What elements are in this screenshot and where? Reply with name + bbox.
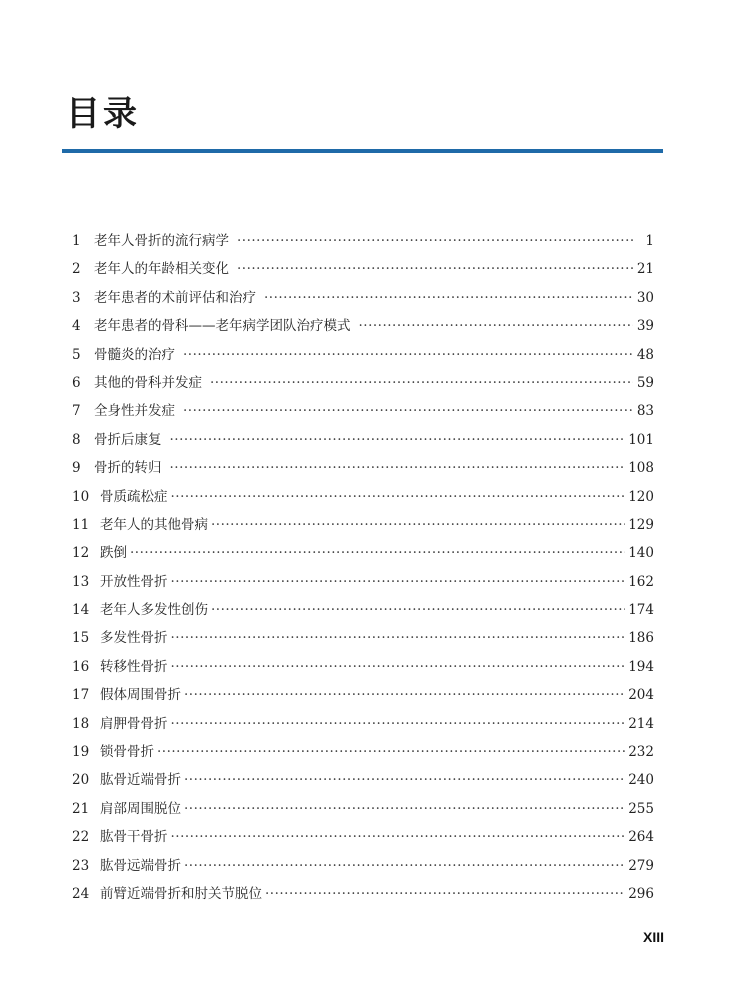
toc-page-number: 255 (628, 800, 654, 817)
toc-page-number: 59 (636, 374, 654, 391)
title-rule (62, 149, 663, 153)
toc-dot-leader (211, 602, 625, 618)
toc-entry[interactable] (72, 626, 654, 654)
toc-dot-leader (184, 687, 625, 703)
toc-entry[interactable] (72, 655, 654, 683)
toc-chapter-number: 17 (72, 687, 90, 704)
toc-dot-leader (183, 347, 633, 363)
toc-chapter-title: 多发性骨折 (100, 630, 168, 647)
toc-entry[interactable] (72, 485, 654, 513)
toc-chapter-title: 肩部周围脱位 (100, 800, 181, 817)
toc-chapter-number: 14 (72, 602, 90, 619)
toc-chapter-number: 2 (72, 261, 81, 278)
toc-page-number: 174 (628, 602, 654, 619)
toc-dot-leader (157, 744, 625, 760)
toc-page-number: 204 (628, 687, 654, 704)
toc-chapter-title: 锁骨骨折 (100, 744, 154, 761)
toc-chapter-number: 22 (72, 829, 90, 846)
toc-dot-leader (171, 489, 626, 505)
toc-chapter-title: 老年患者的骨科——老年病学团队治疗模式 (94, 318, 351, 335)
toc-chapter-number: 10 (72, 488, 90, 505)
toc-dot-leader (171, 630, 626, 646)
toc-page-number: 162 (628, 573, 654, 590)
toc-chapter-title: 骨折后康复 (94, 431, 162, 448)
toc-entry[interactable] (72, 882, 654, 910)
toc-chapter-title: 老年人的其他骨病 (100, 516, 208, 533)
toc-chapter-number: 3 (72, 289, 81, 306)
toc-entry[interactable] (72, 428, 654, 456)
toc-dot-leader (211, 517, 625, 533)
toc-dot-leader (265, 886, 625, 902)
toc-chapter-number: 24 (72, 885, 90, 902)
toc-page-number: 83 (636, 403, 654, 420)
toc-chapter-title: 肩胛骨骨折 (100, 715, 168, 732)
toc-chapter-number: 20 (72, 772, 90, 789)
toc-chapter-title: 老年人骨折的流行病学 (94, 233, 229, 249)
toc-chapter-number: 15 (72, 630, 90, 647)
toc-entry[interactable] (72, 768, 654, 796)
toc-entry[interactable] (72, 740, 654, 768)
toc-page-number: 1 (645, 233, 654, 249)
toc-dot-leader (184, 858, 625, 874)
toc-page-number: 186 (628, 630, 654, 647)
toc-chapter-number: 9 (72, 460, 81, 477)
toc-dot-leader (171, 574, 626, 590)
toc-dot-leader (171, 716, 626, 732)
toc-chapter-number: 21 (72, 800, 90, 817)
toc-chapter-title: 骨质疏松症 (100, 488, 168, 505)
toc-chapter-number: 1 (72, 233, 81, 249)
toc-page-number: 48 (636, 346, 654, 363)
toc-dot-leader (184, 801, 625, 817)
toc-chapter-number: 18 (72, 715, 90, 732)
toc-entry[interactable] (72, 399, 654, 427)
toc-entry[interactable] (72, 712, 654, 740)
toc-dot-leader (171, 659, 626, 675)
toc-entry[interactable] (72, 343, 654, 371)
toc-dot-leader (210, 375, 633, 391)
toc-chapter-title: 老年患者的术前评估和治疗 (94, 289, 256, 306)
toc-dot-leader (237, 261, 633, 277)
table-of-contents (72, 229, 654, 910)
toc-entry[interactable] (72, 286, 654, 314)
toc-chapter-title: 转移性骨折 (100, 658, 168, 675)
toc-chapter-title: 假体周围骨折 (100, 687, 181, 704)
toc-entry[interactable] (72, 683, 654, 711)
toc-page-number: 264 (628, 829, 654, 846)
toc-entry[interactable] (72, 854, 654, 882)
toc-dot-leader (264, 290, 633, 306)
toc-chapter-number: 13 (72, 573, 90, 590)
page-number: XIII (642, 929, 664, 945)
toc-dot-leader (170, 460, 626, 476)
toc-dot-leader (359, 318, 634, 334)
toc-entry[interactable] (72, 371, 654, 399)
toc-page-number: 140 (628, 545, 654, 562)
toc-chapter-number: 5 (72, 346, 81, 363)
toc-page-number: 194 (628, 658, 654, 675)
toc-entry[interactable] (72, 513, 654, 541)
toc-chapter-title: 肱骨近端骨折 (100, 772, 181, 789)
toc-entry[interactable] (72, 825, 654, 853)
toc-entry[interactable] (72, 541, 654, 569)
toc-page-number: 120 (628, 488, 654, 505)
toc-page-number: 21 (636, 261, 654, 278)
toc-chapter-number: 6 (72, 374, 81, 391)
toc-dot-leader (170, 432, 626, 448)
toc-entry[interactable] (72, 257, 654, 285)
toc-chapter-number: 11 (72, 516, 90, 533)
toc-entry[interactable] (72, 598, 654, 626)
toc-chapter-title: 肱骨干骨折 (100, 829, 168, 846)
toc-chapter-title: 其他的骨科并发症 (94, 374, 202, 391)
toc-chapter-number: 16 (72, 658, 90, 675)
toc-page-number: 240 (628, 772, 654, 789)
toc-page-number: 129 (628, 516, 654, 533)
toc-chapter-title: 老年人的年龄相关变化 (94, 261, 229, 278)
toc-dot-leader (130, 545, 625, 561)
toc-chapter-title: 全身性并发症 (94, 403, 175, 420)
toc-page-number: 30 (636, 289, 654, 306)
toc-chapter-title: 老年人多发性创伤 (100, 602, 208, 619)
toc-entry[interactable] (72, 314, 654, 342)
toc-entry[interactable] (72, 797, 654, 825)
toc-page-number: 232 (628, 744, 654, 761)
toc-chapter-number: 8 (72, 431, 81, 448)
toc-entry[interactable] (72, 229, 654, 257)
toc-page-number: 296 (628, 885, 654, 902)
page-title: 目录 (66, 94, 140, 134)
toc-chapter-title: 跌倒 (100, 545, 127, 562)
toc-page-number: 39 (636, 318, 654, 335)
toc-chapter-title: 前臂近端骨折和肘关节脱位 (100, 885, 262, 902)
toc-page-number: 279 (628, 857, 654, 874)
toc-chapter-title: 骨髓炎的治疗 (94, 346, 175, 363)
toc-chapter-title: 骨折的转归 (94, 460, 162, 477)
toc-chapter-number: 12 (72, 545, 90, 562)
toc-dot-leader (237, 233, 633, 249)
toc-chapter-number: 4 (72, 318, 81, 335)
toc-page-number: 108 (628, 460, 654, 477)
toc-chapter-number: 19 (72, 744, 90, 761)
toc-entry[interactable] (72, 570, 654, 598)
toc-dot-leader (171, 829, 626, 845)
toc-chapter-number: 23 (72, 857, 90, 874)
toc-page-number: 101 (628, 431, 654, 448)
toc-chapter-title: 开放性骨折 (100, 573, 168, 590)
toc-chapter-title: 肱骨远端骨折 (100, 857, 181, 874)
toc-dot-leader (184, 772, 625, 788)
toc-page-number: 214 (628, 715, 654, 732)
toc-entry[interactable] (72, 456, 654, 484)
toc-chapter-number: 7 (72, 403, 81, 420)
toc-dot-leader (183, 403, 633, 419)
